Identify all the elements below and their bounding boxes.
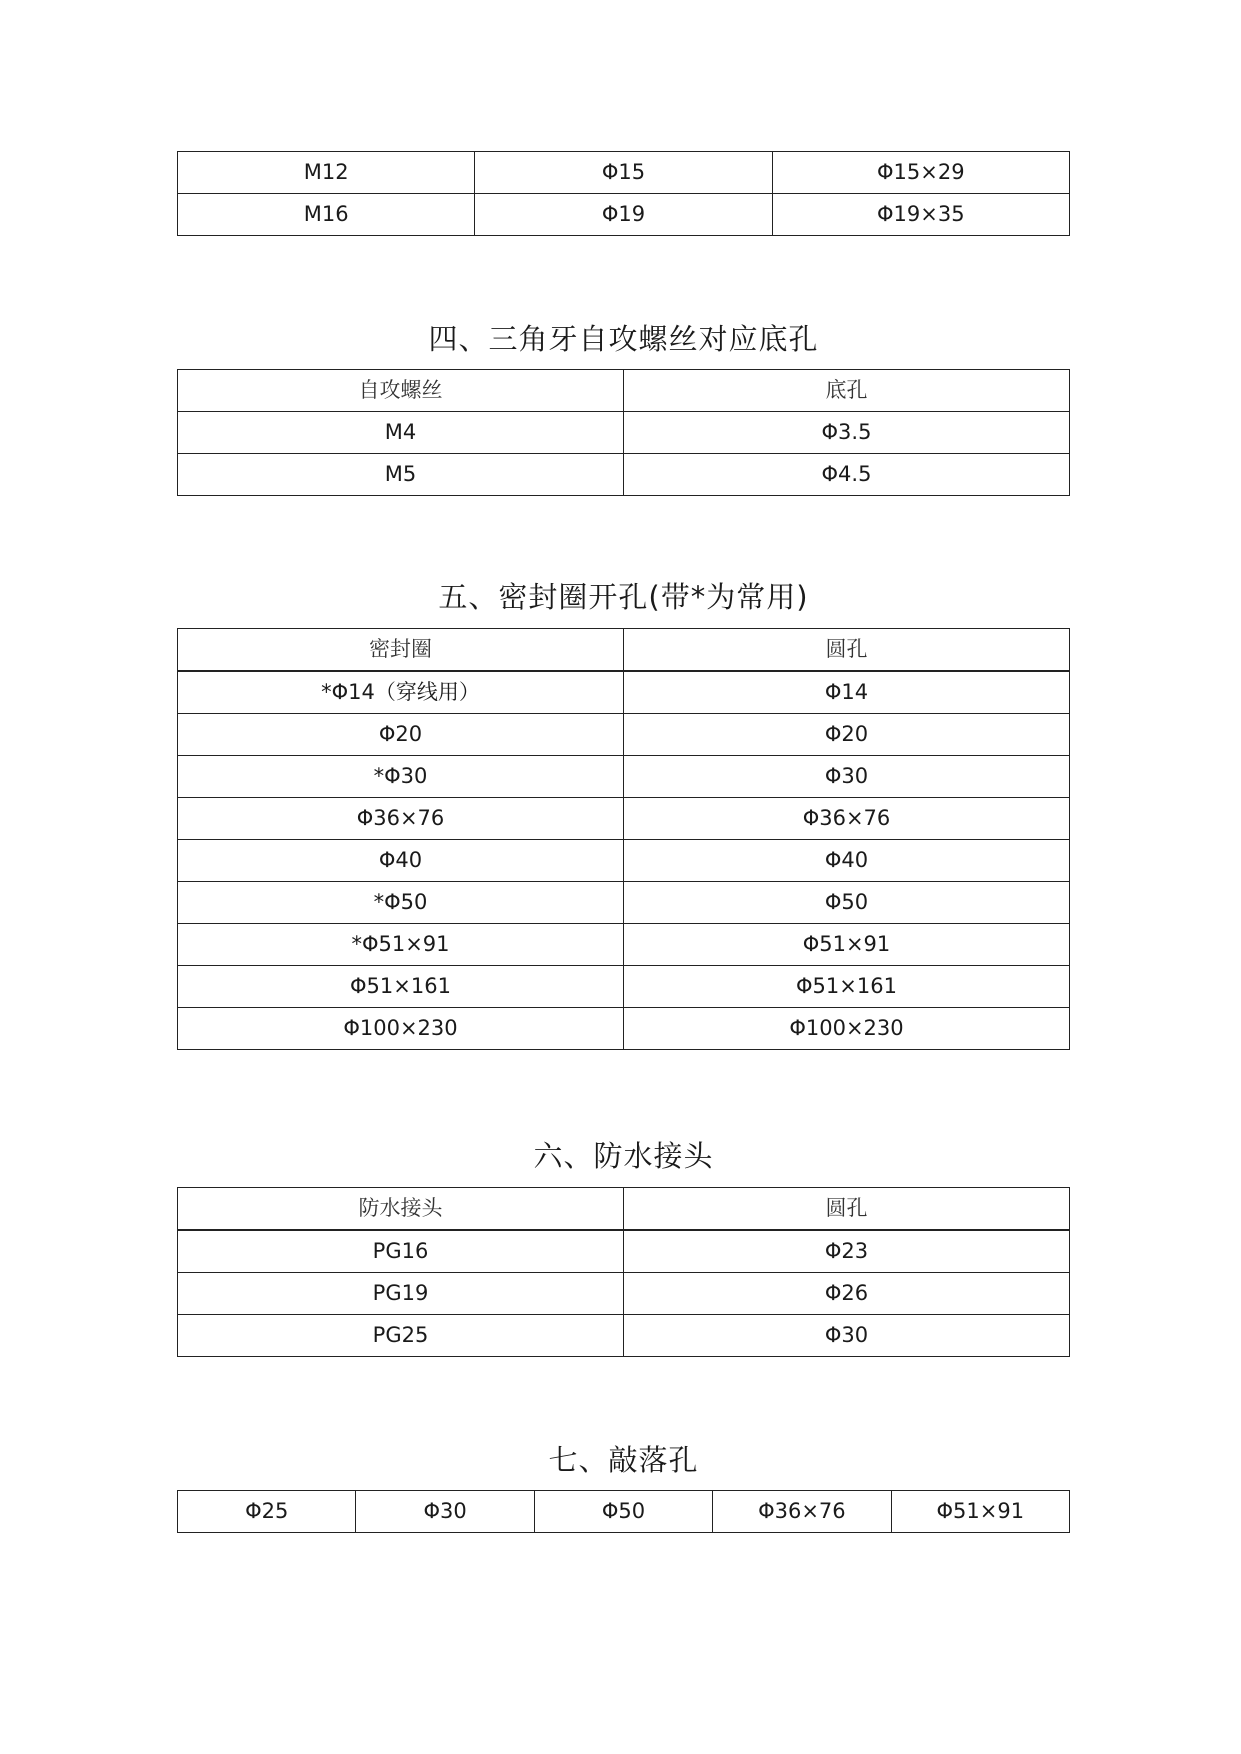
column-header: 防水接头 <box>178 1188 624 1231</box>
table-row <box>178 966 1070 1008</box>
table-cell: *Φ51×91 <box>178 924 624 966</box>
table-cell: Φ19×35 <box>772 194 1069 236</box>
knockout-hole-table <box>177 1490 1070 1533</box>
table-row <box>178 1273 1070 1315</box>
table-row <box>178 1230 1070 1273</box>
table-cell: Φ30 <box>356 1491 534 1533</box>
table-row <box>178 152 1070 194</box>
table-row <box>178 714 1070 756</box>
table-row <box>178 1315 1070 1357</box>
table-cell: Φ50 <box>534 1491 712 1533</box>
seal-ring-table <box>177 628 1070 1050</box>
table-cell: Φ51×91 <box>624 924 1070 966</box>
table-cell: Φ51×161 <box>624 966 1070 1008</box>
table-cell: Φ36×76 <box>713 1491 891 1533</box>
table-header-row <box>178 1188 1070 1231</box>
table-header-row <box>178 629 1070 672</box>
table-cell: M16 <box>178 194 475 236</box>
table-cell: PG25 <box>178 1315 624 1357</box>
table-cell: Φ100×230 <box>178 1008 624 1050</box>
table-cell: Φ15 <box>475 152 772 194</box>
table-cell: Φ50 <box>624 882 1070 924</box>
table-row <box>178 840 1070 882</box>
table-cell: Φ20 <box>178 714 624 756</box>
table-cell: Φ36×76 <box>624 798 1070 840</box>
table-row <box>178 454 1070 496</box>
table-row <box>178 1491 1070 1533</box>
table-cell: Φ30 <box>624 756 1070 798</box>
table-row <box>178 882 1070 924</box>
section-title-knockout-holes: 七、敲落孔 <box>548 1443 699 1477</box>
section-title-waterproof-connectors: 六、防水接头 <box>533 1139 714 1173</box>
table-cell: Φ100×230 <box>624 1008 1070 1050</box>
table-cell: Φ36×76 <box>178 798 624 840</box>
table-cell: Φ26 <box>624 1273 1070 1315</box>
table-row <box>178 194 1070 236</box>
table-cell: *Φ14（穿线用） <box>178 671 624 714</box>
self-tapping-screw-table <box>177 369 1070 496</box>
bolt-hole-table <box>177 151 1070 236</box>
table-cell: Φ4.5 <box>624 454 1070 496</box>
table-row <box>178 1008 1070 1050</box>
table-row <box>178 924 1070 966</box>
column-header: 底孔 <box>624 370 1070 412</box>
table-row <box>178 671 1070 714</box>
column-header: 圆孔 <box>624 629 1070 672</box>
table-row <box>178 412 1070 454</box>
table-cell: Φ3.5 <box>624 412 1070 454</box>
table-cell: Φ51×91 <box>891 1491 1069 1533</box>
section-title-seal-ring-holes: 五、密封圈开孔(带*为常用) <box>438 580 809 614</box>
table-cell: Φ30 <box>624 1315 1070 1357</box>
table-cell: Φ40 <box>178 840 624 882</box>
table-cell: Φ20 <box>624 714 1070 756</box>
table-cell: M12 <box>178 152 475 194</box>
column-header: 圆孔 <box>624 1188 1070 1231</box>
table-cell: *Φ30 <box>178 756 624 798</box>
table-cell: PG19 <box>178 1273 624 1315</box>
table-cell: *Φ50 <box>178 882 624 924</box>
table-cell: Φ23 <box>624 1230 1070 1273</box>
table-header-row <box>178 370 1070 412</box>
table-cell: Φ51×161 <box>178 966 624 1008</box>
table-row <box>178 756 1070 798</box>
table-row <box>178 798 1070 840</box>
table-cell: Φ40 <box>624 840 1070 882</box>
table-cell: PG16 <box>178 1230 624 1273</box>
table-cell: Φ14 <box>624 671 1070 714</box>
table-cell: Φ25 <box>178 1491 356 1533</box>
table-cell: M4 <box>178 412 624 454</box>
table-cell: Φ19 <box>475 194 772 236</box>
waterproof-connector-table <box>177 1187 1070 1357</box>
column-header: 密封圈 <box>178 629 624 672</box>
section-title-self-tapping-screws: 四、三角牙自攻螺丝对应底孔 <box>428 322 819 356</box>
table-cell: Φ15×29 <box>772 152 1069 194</box>
column-header: 自攻螺丝 <box>178 370 624 412</box>
table-cell: M5 <box>178 454 624 496</box>
